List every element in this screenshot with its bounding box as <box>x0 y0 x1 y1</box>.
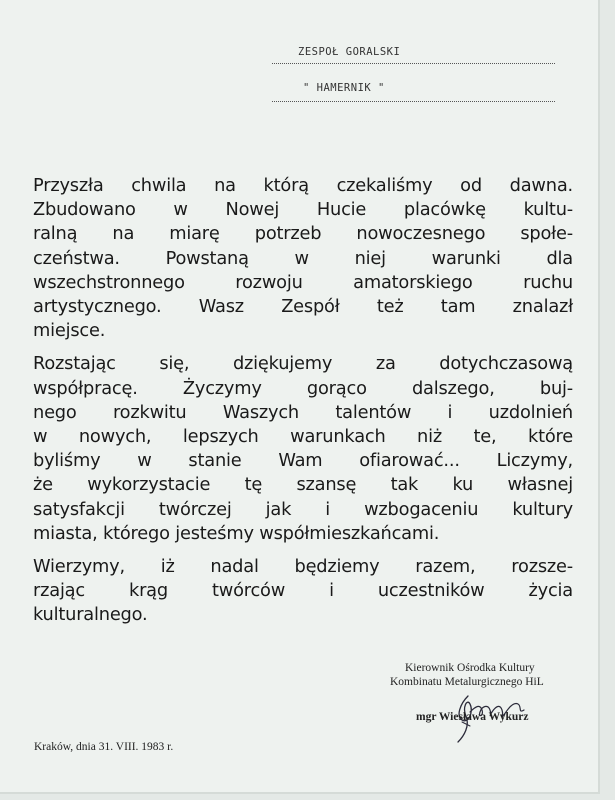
text-line: Rozstając się, dziękujemy za dotychczasową <box>33 353 573 375</box>
place-and-date: Kraków, dnia 31. VIII. 1983 r. <box>34 741 174 753</box>
signatory-title-line-1: Kierownik Ośrodka Kultury <box>405 662 535 674</box>
signatory-name: mgr Wiesława Wykurz <box>416 711 529 723</box>
text-line: współpracę. Życzymy gorąco dalszego, buj- <box>33 377 573 399</box>
text-line: Wierzymy, iż nadal będziemy razem, rozsze- <box>33 556 573 578</box>
text-line: Zbudowano w Nowej Hucie placówkę kultu- <box>33 199 573 221</box>
text-line: byliśmy w stanie Wam ofiarować... Liczymy, <box>33 450 573 472</box>
text-line: kulturalnego. <box>33 604 148 626</box>
dotted-rule-2 <box>272 101 555 102</box>
paragraph <box>33 174 573 343</box>
text-line: artystycznego. Wasz Zespół też tam znalazł <box>33 296 573 318</box>
text-line: wszechstronnego rozwoju amatorskiego ruchu <box>33 271 573 293</box>
paragraph <box>33 352 573 546</box>
text-line: miejsce. <box>33 320 106 342</box>
text-line: miasta, którego jesteśmy współmieszkańcami. <box>33 522 440 544</box>
dotted-rule-1 <box>272 63 555 64</box>
signatory-title-line-2: Kombinatu Metalurgicznego HiL <box>390 676 544 688</box>
text-line: satysfakcji twórczej jak i wzbogaceniu kultury <box>33 498 573 520</box>
text-line: że wykorzystacie tę szansę tak ku własnej <box>33 474 573 496</box>
text-line: czeństwa. Powstaną w niej warunki dla <box>33 247 573 269</box>
paragraph <box>33 555 573 628</box>
text-line: ralną na miarę potrzeb nowoczesnego społe- <box>33 223 573 245</box>
text-line: nego rozkwitu Waszych talentów i uzdolnień <box>33 401 573 423</box>
letter-body <box>33 174 573 637</box>
text-line: Przyszła chwila na którą czekaliśmy od dawna. <box>33 175 573 196</box>
ensemble-title-line: " HAMERNIK " <box>303 82 385 94</box>
text-line: w nowych, lepszych warunkach niż te, które <box>33 426 573 448</box>
text-line: rzając krąg twórców i uczestników życia <box>33 580 573 602</box>
ensemble-name-line: ZESPOŁ GORALSKI <box>298 46 401 58</box>
